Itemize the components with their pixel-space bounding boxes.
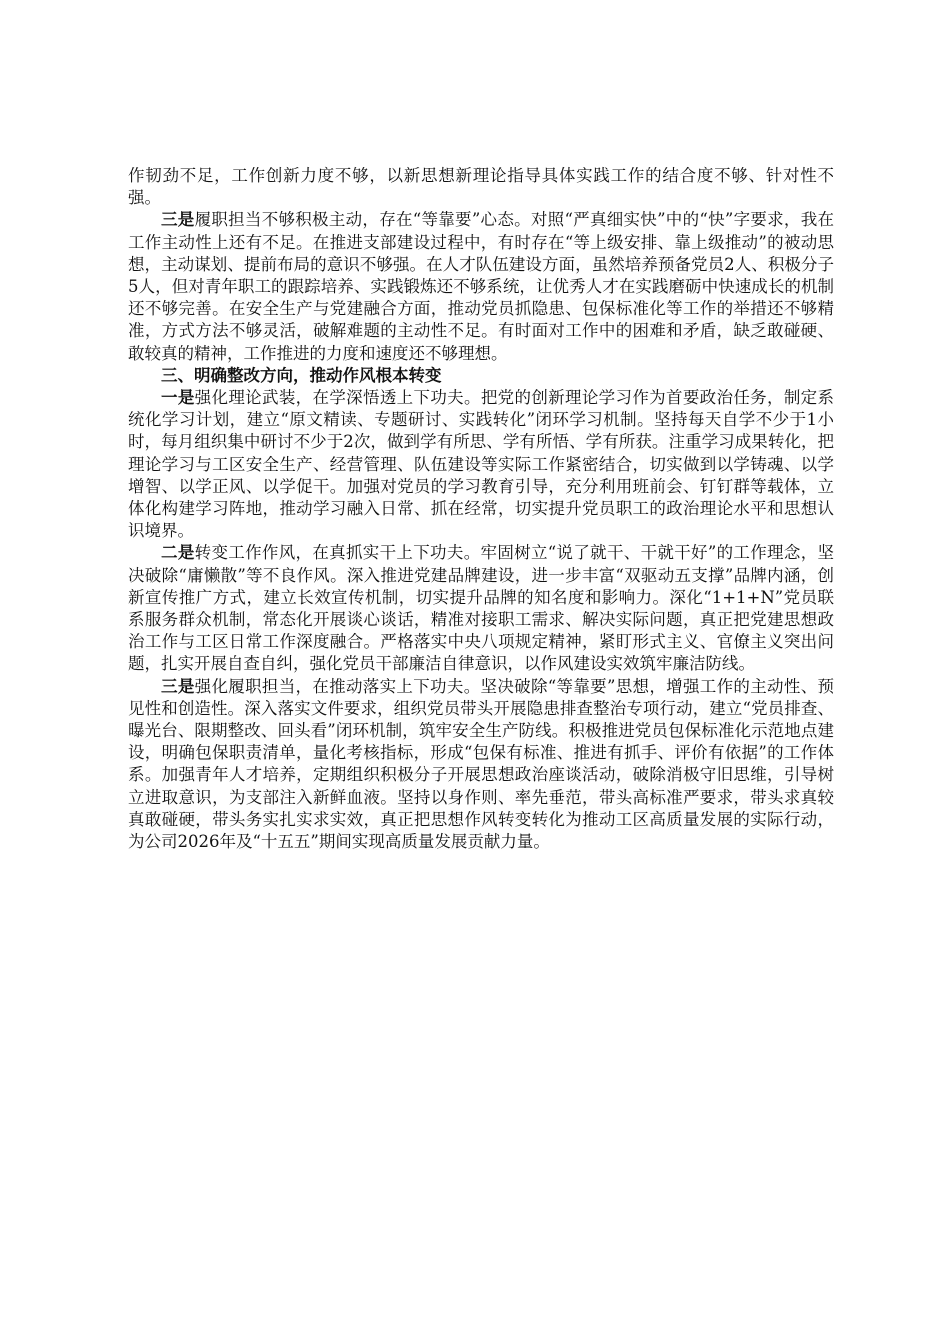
item-text: 强化履职担当，在推动落实上下功夫。坚决破除“等靠要”思想，增强工作的主动性、预见性和创造性。深入落实文件要求，组织党员带头开展隐患排查整治专项行动，建立“党员排查、曝光台、限期整改、回头看”闭环机制，筑牢安全生产防线。积极推进党员包保标准化示范地点建设，明确包保职责清单，量化考核指标，形成“包保有标准、推进有抓手、评价有依据”的工作体系。加强青年人才培养，定期组织积极分子开展思想政治座谈活动，破除消极守旧思维，引导树立进取意识，为支部注入新鲜血液。坚持以身作则、率先垂范，带头高标准严要求，带头求真较真敢碰硬，带头务实扎实求实效，真正把思想作风转变转化为推动工区高质量发展的实际行动，为公司2026年及“十五五”期间实现高质量发展贡献力量。 bbox=[128, 676, 835, 852]
section-heading: 三、明确整改方向，推动作风根本转变 bbox=[161, 365, 442, 385]
item-lead: 一是 bbox=[161, 388, 195, 408]
paragraph-item-3b bbox=[128, 676, 834, 854]
document-body bbox=[128, 165, 834, 853]
paragraph-item-1 bbox=[128, 387, 834, 542]
item-lead: 三是 bbox=[161, 676, 195, 696]
item-text: 履职担当不够积极主动，存在“等靠要”心态。对照“严真细实快”中的“快”字要求，我在工作主动性上还有不足。在推进支部建设过程中，有时存在“等上级安排、靠上级推动”的被动思想，主动谋划、提前布局的意识不够强。在人才队伍建设方面，虽然培养预备党员2人、积极分子5人，但对青年职工的跟踪培养、实践锻炼还不够系统，让优秀人才在实践磨砺中快速成长的机制还不够完善。在安全生产与党建融合方面，推动党员抓隐患、包保标准化等工作的举措还不够精准，方式方法不够灵活，破解难题的主动性不足。有时面对工作中的困难和矛盾，缺乏敢碰硬、敢较真的精神，工作推进的力度和速度还不够理想。 bbox=[128, 210, 834, 363]
item-text: 强化理论武装，在学深悟透上下功夫。把党的创新理论学习作为首要政治任务，制定系统化学习计划，建立“原文精读、专题研讨、实践转化”闭环学习机制。坚持每天自学不少于1小时，每月组织集中研讨不少于2次，做到学有所思、学有所悟、学有所获。注重学习成果转化，把理论学习与工区安全生产、经营管理、队伍建设等实际工作紧密结合，切实做到以学铸魂、以学增智、以学正风、以学促干。加强对党员的学习教育引导，充分利用班前会、钉钉群等载体，立体化构建学习阵地，推动学习融入日常、抓在经常，切实提升党员职工的政治理论水平和思想认识境界。 bbox=[128, 388, 835, 541]
item-text: 转变工作作风，在真抓实干上下功夫。牢固树立“说了就干、干就干好”的工作理念，坚决破除“庸懒散”等不良作风。深入推进党建品牌建设，进一步丰富“双驱动五支撑”品牌内涵，创新宣传推广方式，建立长效宣传机制，切实提升品牌的知名度和影响力。深化“1+1+N”党员联系服务群众机制，常态化开展谈心谈话，精准对接职工需求、解决实际问题，真正把党建思想政治工作与工区日常工作深度融合。严格落实中央八项规定精神，紧盯形式主义、官僚主义突出问题，扎实开展自查自纠，强化党员干部廉洁自律意识，以作风建设实效筑牢廉洁防线。 bbox=[128, 543, 835, 674]
item-lead: 三是 bbox=[161, 210, 195, 230]
paragraph-item-2 bbox=[128, 542, 834, 675]
item-lead: 二是 bbox=[161, 543, 195, 563]
paragraph-item-3 bbox=[128, 209, 834, 364]
paragraph-continuation: 作韧劲不足，工作创新力度不够，以新思想新理论指导具体实践工作的结合度不够、针对性不强。 bbox=[128, 166, 834, 208]
